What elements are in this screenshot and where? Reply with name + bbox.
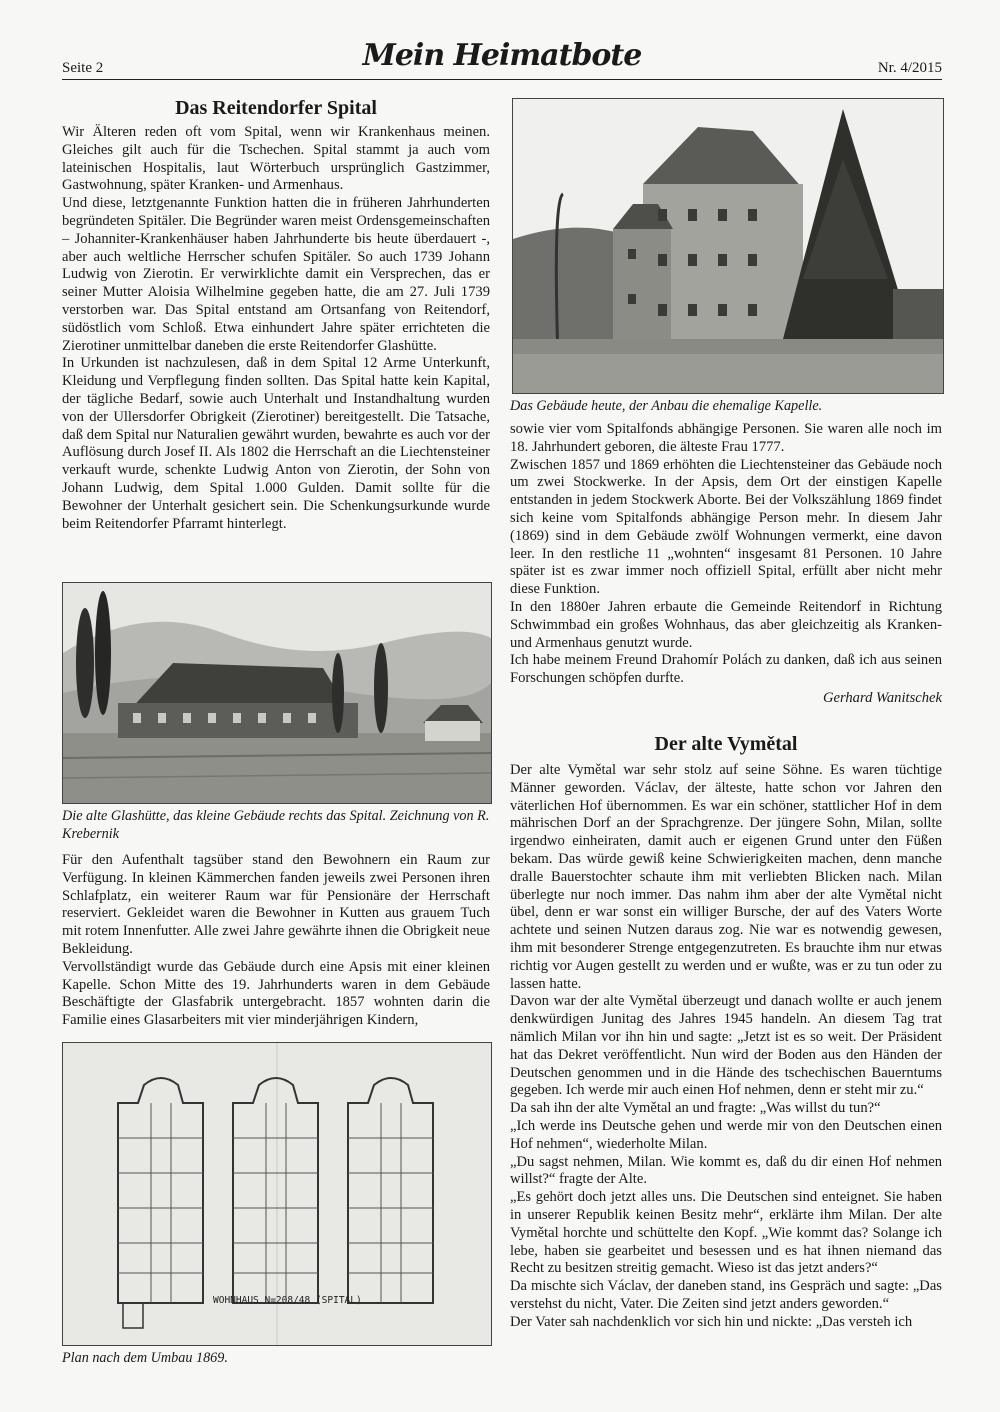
article2-paragraph: „Ich werde ins Deutsche gehen und werde mir von den Deutschen einen Hof nehmen“, wiederholte Milan. <box>510 1117 942 1152</box>
page-header <box>62 38 942 82</box>
article2-paragraph: Da sah ihn der alte Vymětal an und fragte: „Was willst du tun?“ <box>510 1100 881 1117</box>
article1-author: Gerhard Wanitschek <box>822 689 942 706</box>
article1-paragraph: Und diese, letztgenannte Funktion hatten die in früheren Jahrhunderten begründeten Spitäler. Die Begründer waren meist Ordensgemeinschaften – Johanniter-Krankenhäuser haben Jahrhunderte bis heute überdauert -, aber auch weltliche Herrscher schufen Spitäler. So auch 1739 Johann Ludwig von Zierotin. Er verwirklichte damit ein Versprechen, das er seiner Mutter Aloisia Wilhelmine gegeben hatte, die am 27. Juli 1739 verstorben war. Das Spital entstand am Ortsanfang von Reitendorf, südöstlich vom Schloß. Etwa einhundert Jahre später errichteten die Zierotiner unmittelbar daneben die erste Reitendorfer Glashütte. <box>62 195 490 354</box>
article1-left-top <box>62 96 490 533</box>
plan-caption: Plan nach dem Umbau 1869. <box>62 1350 228 1366</box>
article1-paragraph: Wir Älteren reden oft vom Spital, wenn wir Krankenhaus meinen. Gleiches gilt auch für die Tschechen. Spital stammt ja auch vom lateinischen Hospitalis, laut Wörterbuch ursprünglich Gastzimmer, Gastwohnung, später Kranken- und Armenhaus. <box>62 124 490 194</box>
article2-paragraph: „Du sagst nehmen, Milan. Wie kommt es, daß du dir einen Hof nehmen willst?“ fragte der Alte. <box>510 1153 942 1188</box>
page-number: Seite 2 <box>62 60 104 76</box>
photo-caption: Das Gebäude heute, der Anbau die ehemalige Kapelle. <box>510 398 823 414</box>
glassworks-drawing-art <box>63 583 491 803</box>
issue-number: Nr. 4/2015 <box>877 60 942 76</box>
masthead-logo: Mein Heimatbote <box>362 38 642 73</box>
header-rule <box>62 79 942 80</box>
floor-plan-label: WOHNHAUS N=208/48 (SPITAL) <box>213 1295 362 1306</box>
drawing-caption: Die alte Glashütte, das kleine Gebäude rechts das Spital. Zeichnung von R. Krebernik <box>62 808 490 842</box>
article1-right <box>510 421 942 708</box>
article1-paragraph: sowie vier vom Spitalfonds abhängige Personen. Sie waren alle noch im 18. Jahrhundert geboren, die älteste Frau 1777. <box>510 421 942 455</box>
article2-paragraph: „Es gehört doch jetzt alles uns. Die Deutschen sind enteignet. Sie haben in unserer Republik keinen Besitz mehr“, erklärte ihm Milan. Der alte Vymětal horchte und schüttelte den Kopf. „Wie kommt das? Solange ich lebe, haben sie gearbeitet und besessen und es hat ihnen niemand das Recht zu besitzen streitig gemacht. Wieso ist das jetzt anders?“ <box>510 1189 942 1277</box>
article1-paragraph: Zwischen 1857 und 1869 erhöhten die Liechtensteiner das Gebäude noch um zwei Stockwerke. In der Apsis, dem Ort der einstigen Kapelle entstanden in jedem Stockwerk Aborte. Bei der Volkszählung 1869 findet sich keine vom Spitalfonds abhängige Person mehr. In diesem Jahr (1869) sind in dem Gebäude zwölf Wohnungen vermerkt, eine davon leer. In den restliche 11 „wohnten“ insgesamt 81 Personen. 10 Jahre später ist es zwar immer noch offiziell Spital, erfüllt aber nicht mehr diese Funktion. <box>510 456 942 598</box>
glassworks-drawing <box>62 582 492 804</box>
article2-paragraph: Der Vater sah nachdenklich vor sich hin und nickte: „Das versteh ich <box>510 1313 913 1330</box>
article1-paragraph: Für den Aufenthalt tagsüber stand den Bewohnern ein Raum zur Verfügung. In kleinen Kämmerchen fanden jeweils zwei Personen ihren Schlafplatz, ein weiterer Raum war für Pensionäre der Herrschaft reserviert. Gekleidet waren die Bewohner in Kutten aus grauem Tuch mit rotem Innenfutter. Alle zwei Jahre gewährte ihnen die Obrigkeit neue Bekleidung. <box>62 852 490 957</box>
article2-paragraph: Der alte Vymětal war sehr stolz auf seine Söhne. Es waren tüchtige Männer geworden. Václav, der älteste, hatte schon vor Jahren den väterlichen Hof übernommen. Es war ein schöner, stattlicher Hof in dem mährischen Dorf an der Sprachgrenze. Der jüngere Sohn, Milan, sollte irgendwo einheiraten, damit auch er eigenen Grund unter den Füßen bekam. Das würde gewiß keine Schwierigkeiten machen, denn manche dralle Bauerstochter schaute ihm mit verliebten Blicken nach. Milan überlegte nur noch immer. Das nahm ihm aber der alte Vymětal nicht übel, denn er war sonst ein williger Bursche, der auf des Vaters Worte achtete und seinen Nutzen daraus zog. Nie war es notwendig gewesen, ihm mit besonderer Strenge entgegenzutreten. Es brauchte ihm nur etwas richtig vor Augen gestellt zu werden und er wußte, was er zu tun oder zu lassen hatte. <box>510 762 942 992</box>
article1-left-mid <box>62 852 490 1030</box>
article1-paragraph: In den 1880er Jahren erbaute die Gemeinde Reitendorf in Richtung Schwimmbad ein großes Wohnhaus, das aber gleichzeitig als Kranken- und Armenhaus genutzt wurde. <box>510 598 942 651</box>
floor-plan-image <box>62 1042 492 1346</box>
building-photo <box>512 98 944 394</box>
article2-paragraph: Da mischte sich Václav, der daneben stand, ins Gespräch und sagte: „Das verstehst du nicht, Vater. Die Zeiten sind jetzt anders geworden.“ <box>510 1278 942 1312</box>
building-photo-art <box>513 99 943 393</box>
article2 <box>510 732 942 1332</box>
article1-title: Das Reitendorfer Spital <box>175 97 377 119</box>
article2-paragraph: Davon war der alte Vymětal überzeugt und danach wollte er auch jenem denkwürdigen Junitag des Jahres 1945 handeln. An diesem Tag trat nämlich Milan vor ihn hin und sagte: „Jetzt ist es so weit. Der Präsident hat das Dekret veröffentlicht. Nun wird der Boden aus den Händen der Deutschen genommen und in die Hände des tschechischen Bauerntums gegeben. Ich werde mir auch einen Hof nehmen, denn er steht mir zu.“ <box>510 993 942 1099</box>
article1-paragraph: Vervollständigt wurde das Gebäude durch eine Apsis mit einer kleinen Kapelle. Schon Mitte des 19. Jahrhunderts waren in dem Gebäude Beschäftigte der Glasfabrik untergebracht. 1857 wohnten darin die Familie eines Glasarbeiters mit vier minderjährigen Kindern, <box>62 958 490 1029</box>
article2-title: Der alte Vymětal <box>654 733 798 755</box>
article1-paragraph: Ich habe meinem Freund Drahomír Polách zu danken, daß ich aus seinen Forschungen schöpfen durfte. <box>510 652 942 687</box>
article1-paragraph: In Urkunden ist nachzulesen, daß in dem Spital 12 Arme Unterkunft, Kleidung und Verpflegung finden sollten. Das Spital hatte kein Kapital, der tägliche Bedarf, sowie auch Unterhalt und Instandhaltung wurden von der Ullersdorfer Obrigkeit (Zierotiner) bereitgestellt. Die Tatsache, daß dem Spital nur Naturalien gewährt wurden, bewahrte es auch vor der Auflösung durch Josef II. Als 1802 die Herrschaft an die Liechtensteiner verkauft wurde, schenkte Ludwig Anton von Zierotin, der Sohn von Johann Ludwig, dem Spital 1.000 Gulden. Damit sollte für die Bewohner der Unterhalt gesichert sein. Die Schenkungsurkunde wurde beim Reitendorfer Pfarramt hinterlegt. <box>62 355 490 532</box>
